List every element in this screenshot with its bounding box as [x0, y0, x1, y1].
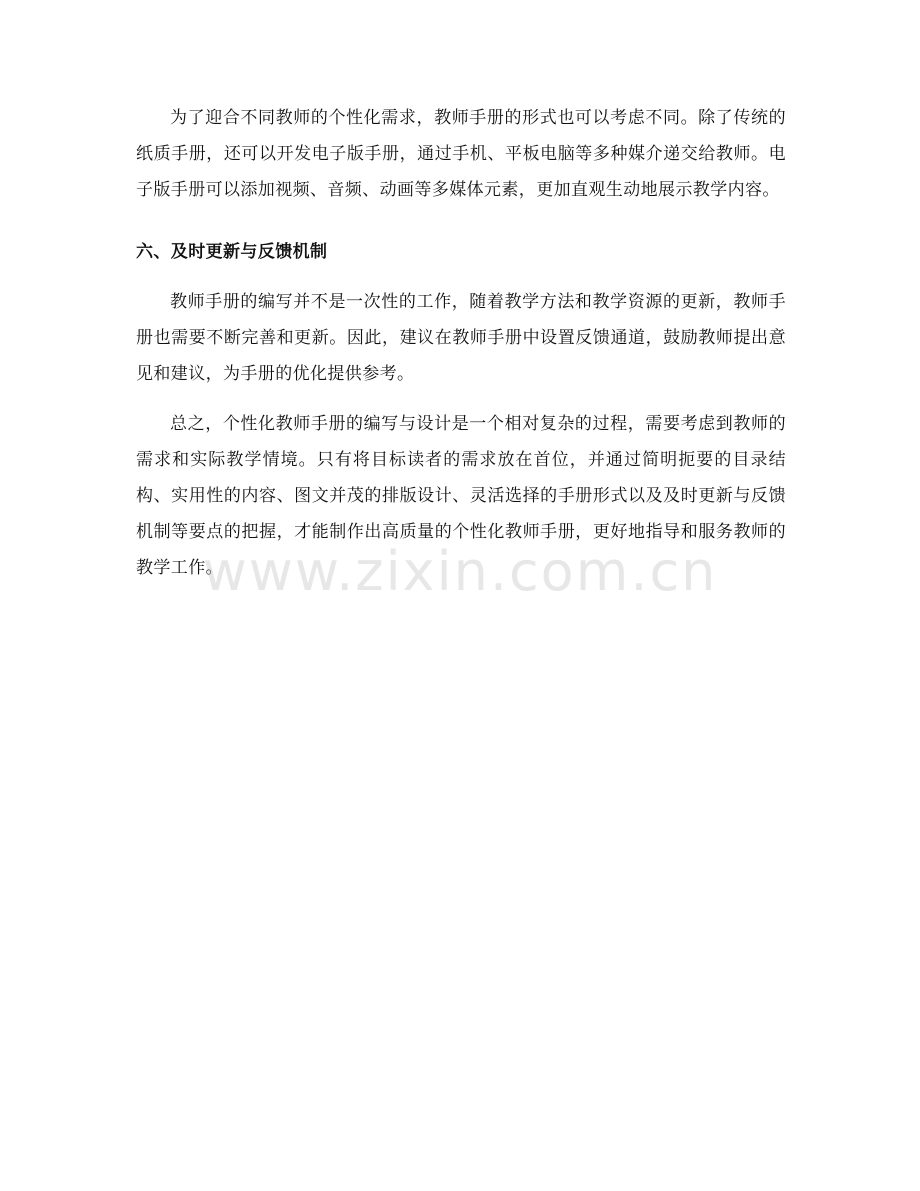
- paragraph-feedback-mechanism: 教师手册的编写并不是一次性的工作，随着教学方法和教学资源的更新，教师手册也需要不断完善和更新。因此，建议在教师手册中设置反馈通道，鼓励教师提出意见和建议，为手册的优化提供参考。: [136, 292, 786, 384]
- document-body: [136, 100, 786, 586]
- paragraph-format-options: 为了迎合不同教师的个性化需求，教师手册的形式也可以考虑不同。除了传统的纸质手册，还可以开发电子版手册，通过手机、平板电脑等多种媒介递交给教师。电子版手册可以添加视频、音频、动画等多媒体元素，更加直观生动地展示教学内容。: [136, 108, 786, 200]
- watermark: www.zixin.com.cn: [202, 540, 718, 603]
- paragraph-conclusion: 总之，个性化教师手册的编写与设计是一个相对复杂的过程，需要考虑到教师的需求和实际教学情境。只有将目标读者的需求放在首位，并通过简明扼要的目录结构、实用性的内容、图文并茂的排版设计、灵活选择的手册形式以及及时更新与反馈机制等要点的把握，才能制作出高质量的个性化教师手册，更好地指导和服务教师的教学工作。: [136, 414, 786, 578]
- section-heading: 六、及时更新与反馈机制: [136, 242, 328, 262]
